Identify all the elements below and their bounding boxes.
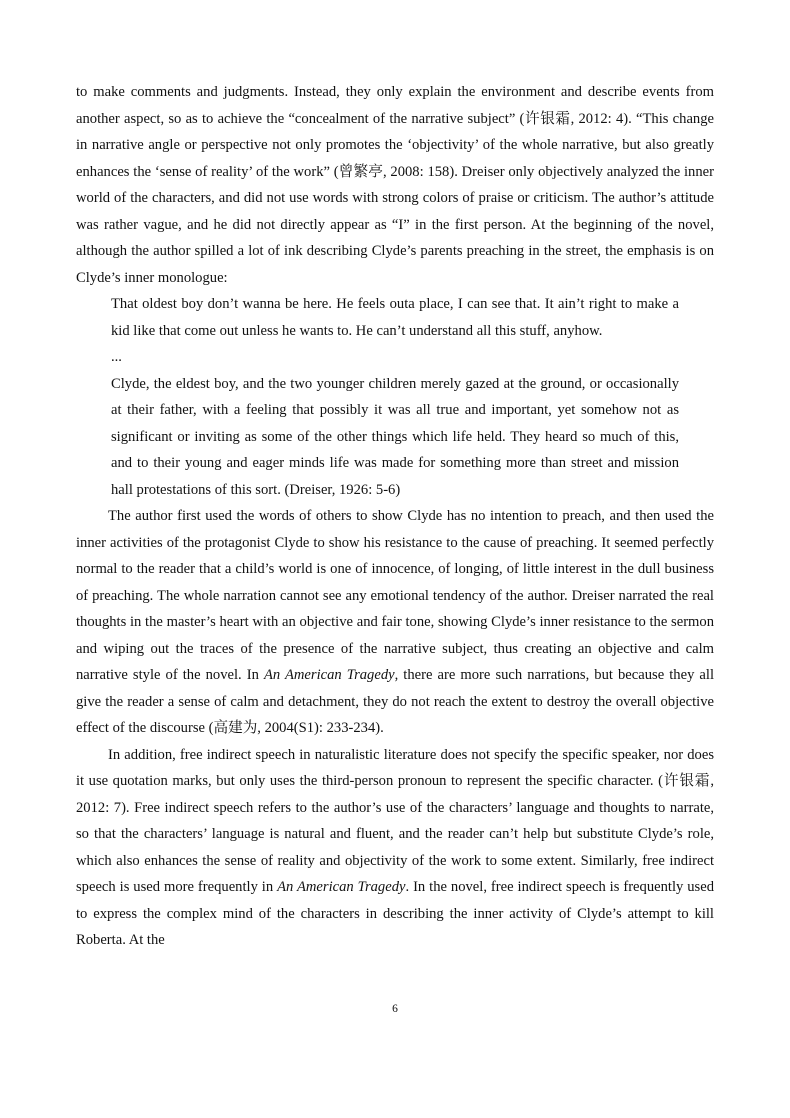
- body-text: [76, 79, 714, 954]
- paragraph-continued: to make comments and judgments. Instead, they only explain the environment and describe events from another aspect, so as to achieve the “concealment of the narrative subject” (许银霜, 2012: 4). “This change in narrative angle or perspective not only promotes the ‘objectivity’ of the whole narrative, but also greatly enhances the ‘sense of reality’ of the work” (曾繁亭, 2008: 158). Dreiser only objectively analyzed the inner world of the characters, and did not use words with strong colors of praise or criticism. The author’s attitude was rather vague, and he did not directly appear as “I” in the first person. At the beginning of the novel, although the author spilled a lot of ink describing Clyde’s parents preaching in the street, the emphasis is on Clyde’s inner monologue:: [76, 84, 714, 286]
- book-title: An American Tragedy: [263, 667, 395, 683]
- paragraph-3-text-a: In addition, free indirect speech in naturalistic literature does not specify the specific speaker, nor does it use quotation marks, but only uses the third-person pronoun to represent the specific character. (许银霜, 2012: 7). Free indirect speech refers to the author’s use of the characters’ language and thoughts to narrate, so that the characters’ language is natural and fluent, and the reader can’t help but substitute Clyde’s role, which also enhances the sense of reality and objectivity of the work to some extent. Similarly, free indirect speech is used more frequently in: [76, 746, 714, 895]
- paragraph-2-text-a: The author first used the words of others to show Clyde has no intention to preach, and then used the inner activities of the protagonist Clyde to show his resistance to the cause of preaching. It seemed perfectly normal to the reader that a child’s world is one of innocence, of longing, of little interest in the dull business of preaching. The whole narration cannot see any emotional tendency of the author. Dreiser narrated the real thoughts in the master’s heart with an objective and fair tone, showing Clyde’s inner resistance to the sermon and wiping out the traces of the presence of the narrative subject, thus creating an objective and calm narrative style of the novel. In: [76, 508, 714, 683]
- block-quote-2: Clyde, the eldest boy, and the two younger children merely gazed at the ground, or occasionally at their father, with a feeling that possibly it was all true and important, yet somehow not as significant or inviting as some of the other things which life held. They heard so much of this, and to their young and eager minds life was made for something more than street and mission hall protestations of this sort. (Dreiser, 1926: 5-6): [111, 375, 679, 498]
- book-title: An American Tragedy: [277, 879, 406, 895]
- page-number: 6: [392, 1003, 398, 1015]
- quote-ellipsis: ...: [111, 349, 122, 365]
- paragraph-2-text-b: , there are more such narrations, but because they all give the reader a sense of calm and detachment, they do not reach the extent to destroy the overall objective effect of the discourse (高建为, 2004(S1): 233-234).: [76, 667, 715, 736]
- paragraph-3: [76, 742, 714, 954]
- paragraph-3-text-b: . In the novel, free indirect speech is frequently used to express the complex mind of the characters in describing the inner activity of Clyde’s attempt to kill Roberta. At the: [76, 879, 714, 948]
- block-quote-1: That oldest boy don’t wanna be here. He feels outa place, I can see that. It ain’t right to make a kid like that come out unless he wants to. He can’t understand all this stuff, anyhow.: [111, 296, 679, 339]
- paragraph-2: [76, 503, 714, 742]
